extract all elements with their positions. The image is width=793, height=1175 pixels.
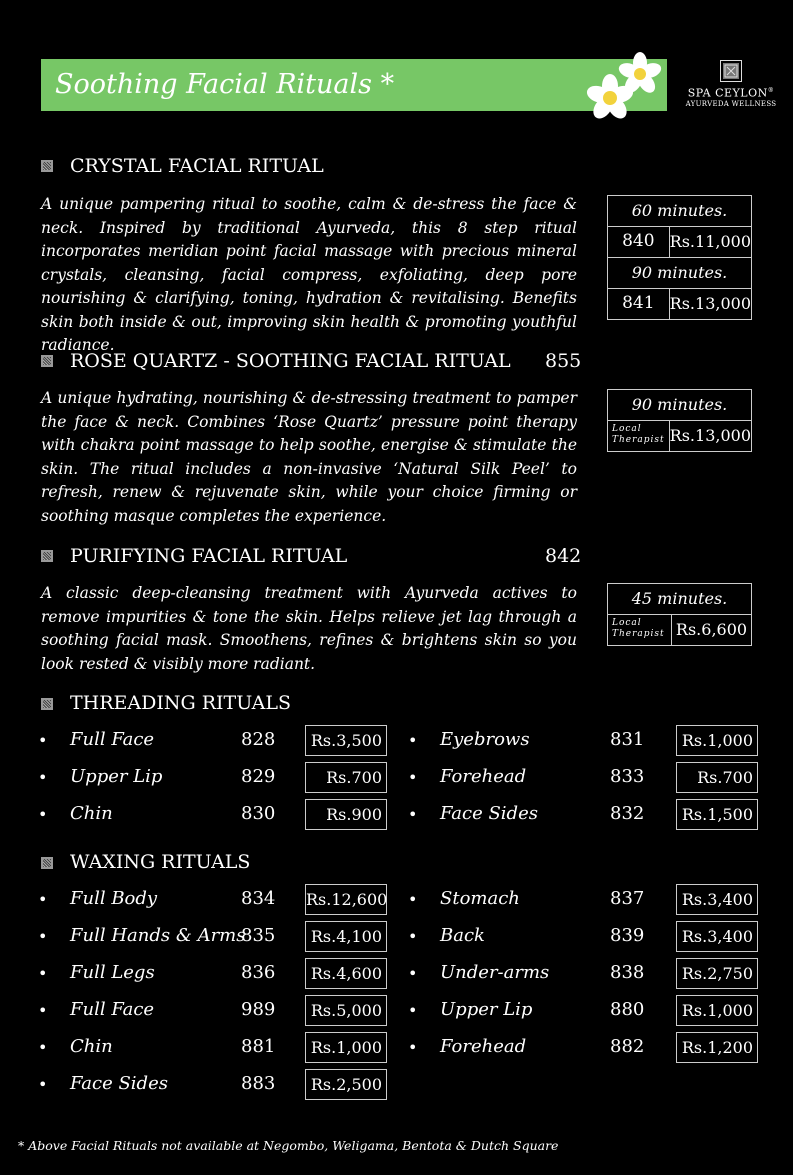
item-code: 838	[610, 962, 645, 983]
item-code: 883	[241, 1073, 276, 1094]
footnote: * Above Facial Rituals not available at Negombo, Weligama, Bentota & Dutch Square	[18, 1138, 559, 1153]
item-price: Rs.1,500	[676, 799, 758, 830]
local-therapist-label: Local Therapist	[608, 421, 670, 451]
item-price: Rs.3,400	[676, 921, 758, 952]
item-price: Rs.3,400	[676, 884, 758, 915]
item-code: 880	[610, 999, 645, 1020]
item-price: Rs.4,100	[305, 921, 387, 952]
item-price: Rs.12,600	[305, 884, 387, 915]
section-bullet-icon	[41, 857, 53, 869]
item-name: Forehead	[440, 1036, 527, 1057]
section-bullet-icon	[41, 698, 53, 710]
item-name: Upper Lip	[70, 766, 163, 787]
item-name: Chin	[70, 803, 113, 824]
item-price: Rs.700	[305, 762, 387, 793]
item-name: Full Body	[70, 888, 158, 909]
item-code: 834	[241, 888, 276, 909]
page-title: Soothing Facial Rituals *	[55, 69, 395, 100]
item-price: Rs.1,000	[305, 1032, 387, 1063]
item-name: Under-arms	[440, 962, 550, 983]
list-bullet: •	[408, 964, 418, 983]
item-code: 836	[241, 962, 276, 983]
section-bullet-icon	[41, 550, 53, 562]
item-code: 832	[610, 803, 645, 824]
list-bullet: •	[408, 768, 418, 787]
item-price: Rs.1,000	[676, 725, 758, 756]
section-bullet-icon	[41, 355, 53, 367]
title-banner	[41, 59, 667, 111]
item-name: Chin	[70, 1036, 113, 1057]
item-name: Face Sides	[70, 1073, 168, 1094]
duration: 90 minutes.	[631, 263, 728, 282]
duration: 45 minutes.	[631, 589, 728, 608]
rose-description: A unique hydrating, nourishing & de-stressing treatment to pamper the face & neck. Combines ‘Rose Quartz’ pressure point therapy with chakra point massage to help soothe, energise & stimulate the skin. The ritual includes a non-invasive ‘Natural Silk Peel’ to refresh, renew & rejuvenate skin, while your choice firming or soothing masque completes the experience.	[41, 389, 577, 525]
brand-logo	[672, 60, 790, 116]
section-bullet-icon	[41, 160, 53, 172]
item-code: 831	[610, 729, 645, 750]
item-code: 828	[241, 729, 276, 750]
item-code: 989	[241, 999, 276, 1020]
list-bullet: •	[38, 927, 48, 946]
price: Rs.13,000	[669, 294, 751, 313]
item-price: Rs.2,750	[676, 958, 758, 989]
item-code: 882	[610, 1036, 645, 1057]
item-code: 830	[241, 803, 276, 824]
item-code: 835	[241, 925, 276, 946]
list-bullet: •	[408, 1001, 418, 1020]
purifying-code: 842	[545, 545, 582, 567]
threading-title: THREADING RITUALS	[70, 692, 291, 714]
duration: 90 minutes.	[631, 395, 728, 414]
purifying-price-box	[607, 583, 752, 646]
price: Rs.6,600	[675, 620, 748, 639]
item-price: Rs.5,000	[305, 995, 387, 1026]
item-name: Full Hands & Arms	[70, 925, 246, 946]
waxing-title: WAXING RITUALS	[70, 851, 251, 873]
item-price: Rs.4,600	[305, 958, 387, 989]
item-name: Full Face	[70, 729, 155, 750]
rose-code: 855	[545, 350, 582, 372]
item-code: 829	[241, 766, 276, 787]
list-bullet: •	[38, 1075, 48, 1094]
rose-price-box	[607, 389, 752, 452]
item-name: Forehead	[440, 766, 527, 787]
list-bullet: •	[38, 768, 48, 787]
list-bullet: •	[38, 805, 48, 824]
purifying-description: A classic deep-cleansing treatment with Ayurveda actives to remove impurities & tone the skin. Helps relieve jet lag through a soothing facial mask. Smoothens, refines & brightens skin so you look rested & visibly more radiant.	[41, 584, 577, 673]
brand-mark: ®	[767, 87, 775, 94]
rose-title: ROSE QUARTZ - SOOTHING FACIAL RITUAL	[70, 350, 511, 372]
frangipani-flowers-icon	[580, 52, 672, 128]
item-price: Rs.1,200	[676, 1032, 758, 1063]
list-bullet: •	[408, 731, 418, 750]
item-name: Face Sides	[440, 803, 538, 824]
price: Rs.13,000	[669, 426, 751, 445]
crystal-title: CRYSTAL FACIAL RITUAL	[70, 155, 324, 177]
list-bullet: •	[38, 1038, 48, 1057]
item-name: Stomach	[440, 888, 520, 909]
list-bullet: •	[38, 964, 48, 983]
code: 841	[608, 289, 670, 319]
item-price: Rs.700	[676, 762, 758, 793]
list-bullet: •	[408, 1038, 418, 1057]
item-name: Upper Lip	[440, 999, 533, 1020]
list-bullet: •	[38, 1001, 48, 1020]
item-code: 833	[610, 766, 645, 787]
brand-emblem-icon	[720, 60, 742, 82]
brand-name: SPA CEYLON	[687, 86, 768, 100]
crystal-price-box	[607, 195, 752, 320]
list-bullet: •	[38, 731, 48, 750]
item-name: Full Face	[70, 999, 155, 1020]
price: Rs.11,000	[669, 232, 751, 251]
item-price: Rs.900	[305, 799, 387, 830]
list-bullet: •	[408, 890, 418, 909]
item-price: Rs.3,500	[305, 725, 387, 756]
item-name: Back	[440, 925, 485, 946]
local-therapist-label: Local Therapist	[608, 615, 672, 645]
item-price: Rs.1,000	[676, 995, 758, 1026]
list-bullet: •	[408, 805, 418, 824]
list-bullet: •	[408, 927, 418, 946]
list-bullet: •	[38, 890, 48, 909]
item-code: 881	[241, 1036, 276, 1057]
crystal-description: A unique pampering ritual to soothe, calm & de-stress the face & neck. Inspired by traditional Ayurveda, this 8 step ritual incorporates meridian point facial massage with precious mineral crystals, cleansing, facial compress, exfoliating, deep pore nourishing & clarifying, toning, hydration & revitalising. Benefits skin both inside & out, improving skin health & promoting youthful radiance.	[41, 195, 577, 354]
duration: 60 minutes.	[631, 201, 728, 220]
brand-tagline: AYURVEDA WELLNESS	[685, 99, 777, 108]
purifying-title: PURIFYING FACIAL RITUAL	[70, 545, 348, 567]
code: 840	[608, 227, 670, 257]
item-code: 839	[610, 925, 645, 946]
item-name: Full Legs	[70, 962, 155, 983]
item-name: Eyebrows	[440, 729, 530, 750]
item-price: Rs.2,500	[305, 1069, 387, 1100]
item-code: 837	[610, 888, 645, 909]
